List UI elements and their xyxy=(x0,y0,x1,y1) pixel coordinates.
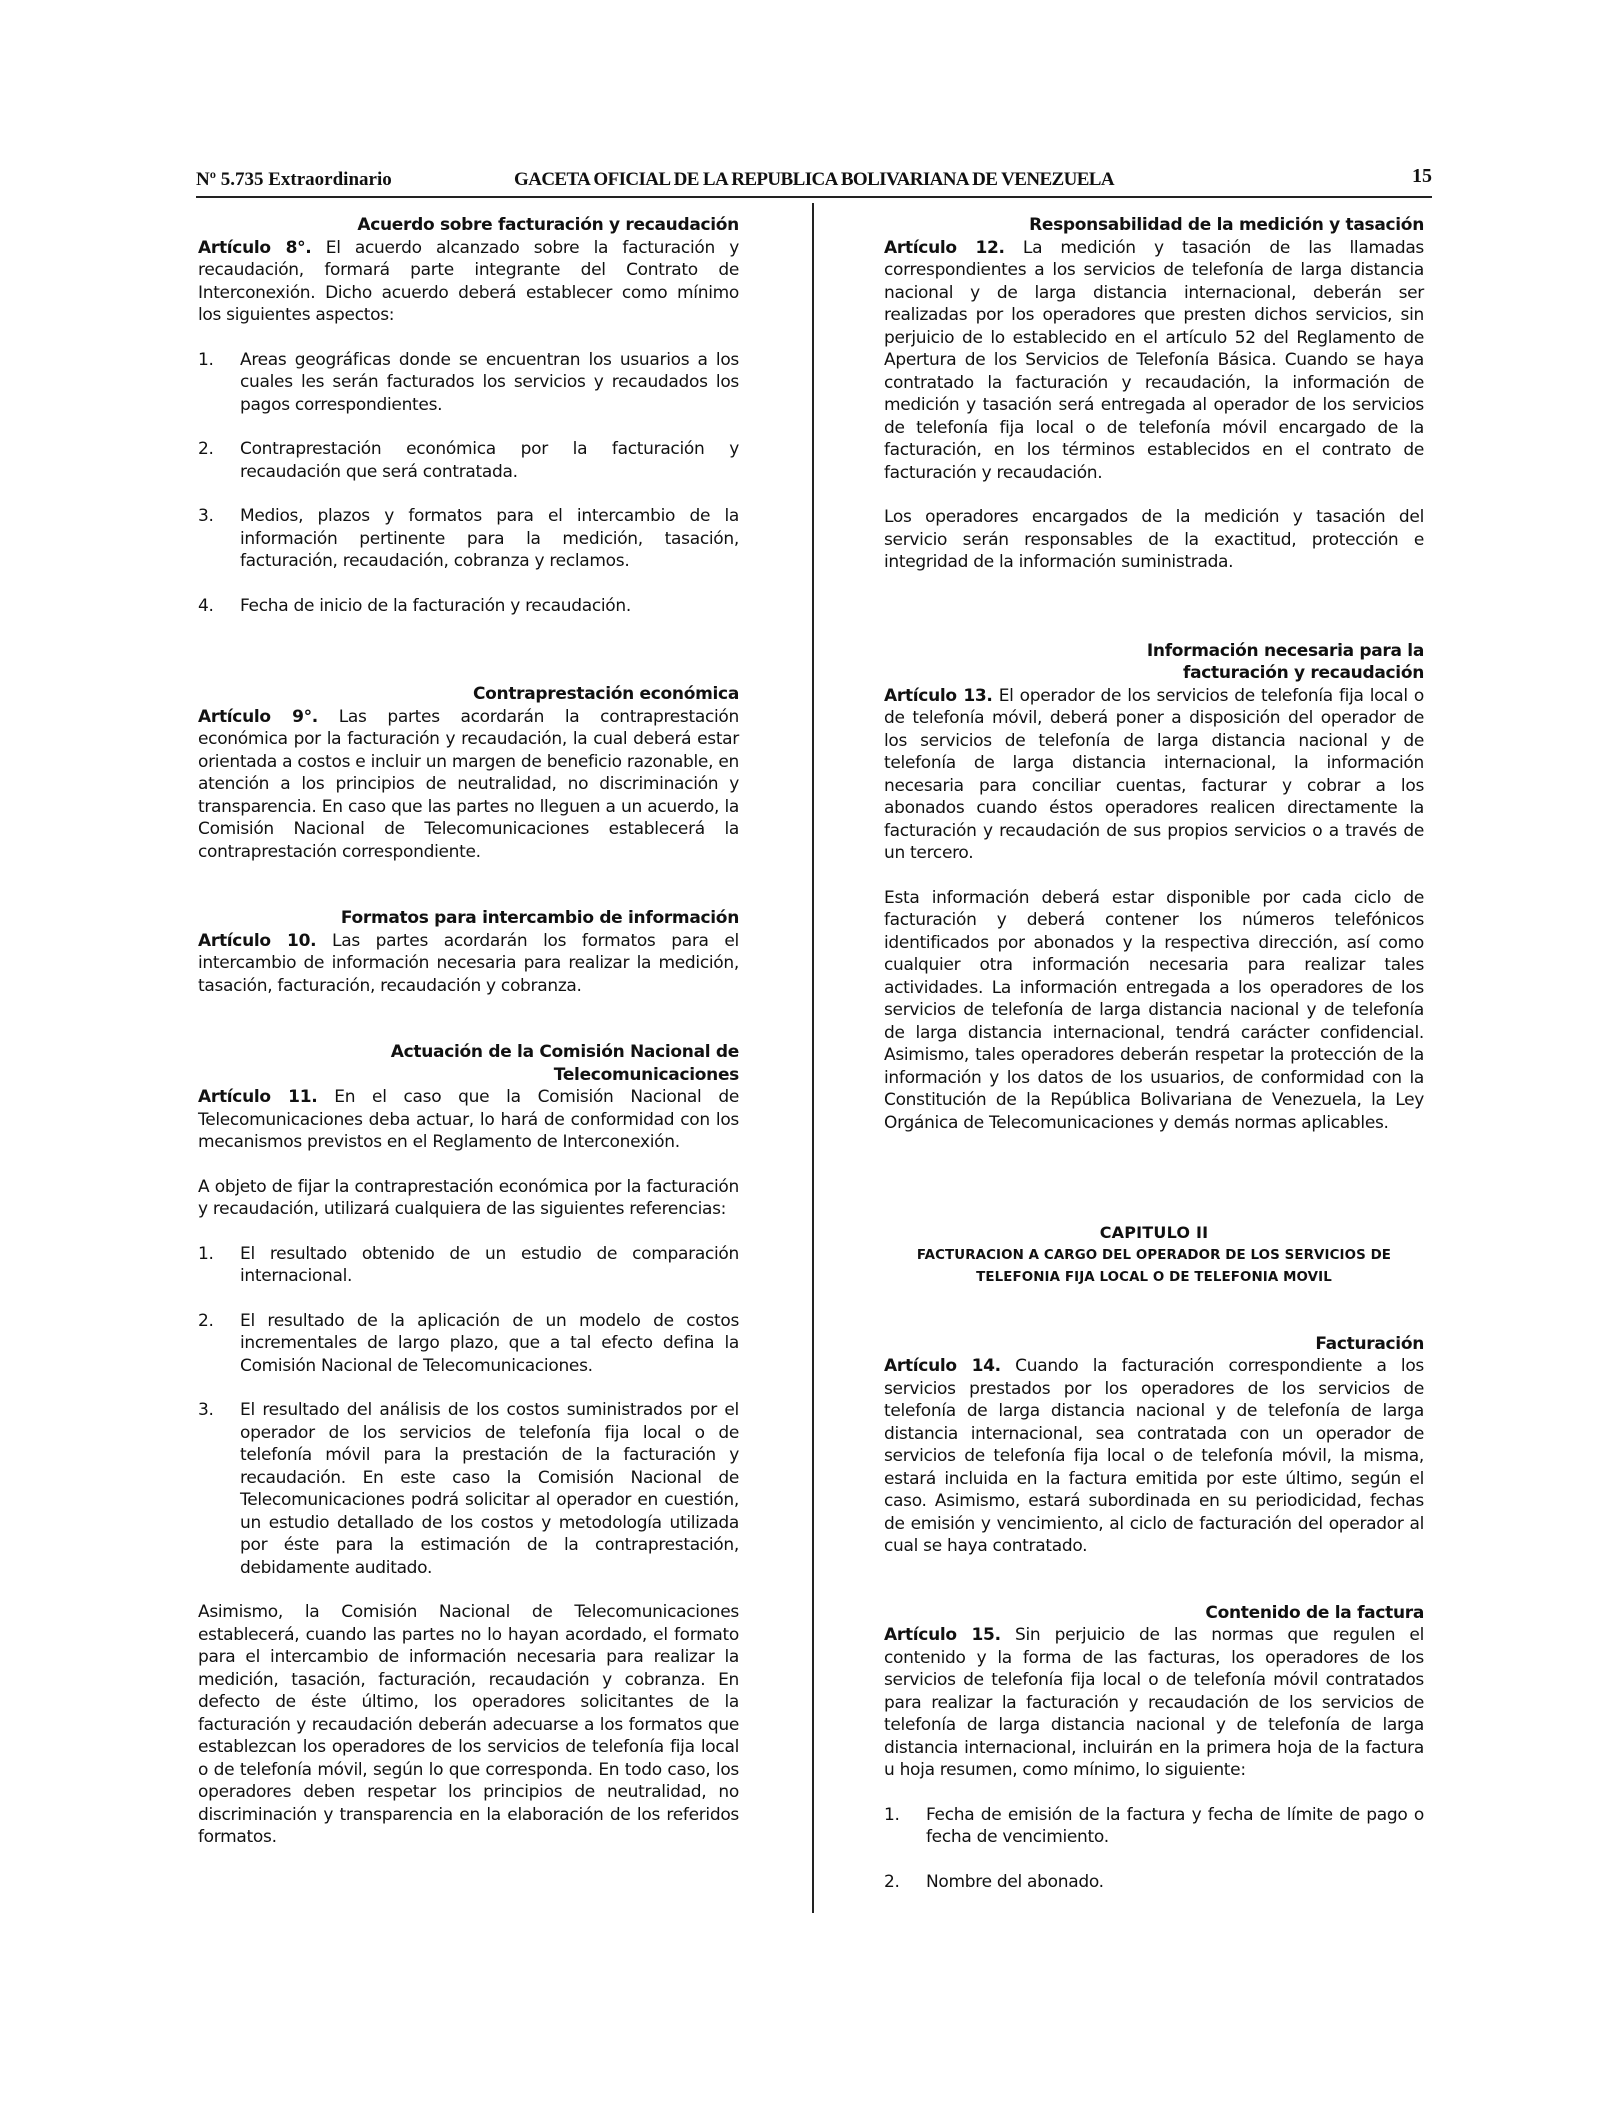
section-heading: Actuación de la Comisión Nacional de xyxy=(390,1042,739,1062)
article-text: El acuerdo alcanzado sobre la facturación y recaudación, formará parte integrante del Contrato de Interconexión. Dicho acuerdo deberá establecer como mínimo los siguientes aspectos: xyxy=(198,237,740,325)
section-heading: Acuerdo sobre facturación y recaudación xyxy=(357,215,739,235)
list-item: 2. Contraprestación económica por la facturación y recaudación que será contratada. xyxy=(198,439,739,482)
section-heading: facturación y recaudación xyxy=(1182,663,1424,683)
list-item: 3. El resultado del análisis de los costos suministrados por el operador de los servicios de telefonía fija local o de telefonía móvil para la prestación de la facturación y recaudación. En este caso la Comisión Nacional de Telecomunicaciones podrá solicitar al operador en cuestión, un estudio detallado de los costos y metodología utilizada por éste para la estimación de la contraprestación, debidamente auditado. xyxy=(198,1400,739,1578)
section-heading: Responsabilidad de la medición y tasación xyxy=(1029,215,1424,235)
chapter-title: CAPITULO II xyxy=(1099,1223,1209,1242)
article-15-list xyxy=(884,1804,1424,1894)
issue-number: Nº 5.735 Extraordinario xyxy=(196,169,392,190)
article-8 xyxy=(198,237,739,327)
article-label: Artículo 14. xyxy=(884,1356,1001,1376)
left-column xyxy=(198,214,739,1849)
article-text: El operador de los servicios de telefonía fija local o de telefonía móvil, deberá poner a disposición del operador de los servicios de telefonía de larga distancia nacional y de telefonía de larga distancia internacional, la información necesaria para conciliar cuentas, facturar y cobrar a los abonados cuando éstos operadores realicen directamente la facturación y recaudación de sus propios servicios o a través de un tercero. xyxy=(884,685,1424,863)
article-14 xyxy=(884,1355,1424,1558)
article-10 xyxy=(198,930,739,998)
article-text: Cuando la facturación correspondiente a los servicios prestados por los operadores de los servicios de telefonía de larga distancia nacional y de telefonía de larga distancia internacional, sea contratada con un operador de servicios de telefonía fija local o de telefonía móvil, la misma, estará incluida en la factura emitida por este último, según el caso. Asimismo, estará subordinada en su periodicidad, fechas de emisión y vencimiento, al ciclo de facturación del operador al cual se haya contratado. xyxy=(884,1356,1424,1556)
section-heading: Facturación xyxy=(1315,1333,1424,1354)
paragraph: Asimismo, la Comisión Nacional de Telecomunicaciones establecerá, cuando las partes no lo hayan acordado, el formato para el intercambio de información necesaria para realizar la medición, tasación, facturación, recaudación y cobranza. En defecto de éste último, los operadores solicitantes de la facturación y recaudación deberán adecuarse a los formatos que establezcan los operadores de los servicios de telefonía fija local o de telefonía móvil, según lo que corresponda. En todo caso, los operadores deben respetar los principios de neutralidad, no discriminación y transparencia en la elaboración de los referidos formatos. xyxy=(198,1602,739,1847)
right-column xyxy=(884,214,1424,1915)
article-label: Artículo 13. xyxy=(884,685,993,706)
header-rule xyxy=(196,196,1432,198)
list-item: 1. Fecha de emisión de la factura y fecha de límite de pago o fecha de vencimiento. xyxy=(884,1804,1424,1847)
list-item: 1. Areas geográficas donde se encuentran los usuarios a los cuales les serán facturados los servicios y recaudados los pagos correspondientes. xyxy=(198,349,739,415)
section-heading: Telecomunicaciones xyxy=(553,1064,739,1085)
chapter-subtitle: FACTURACION A CARGO DEL OPERADOR DE LOS SERVICIOS DE xyxy=(916,1247,1392,1263)
article-15 xyxy=(884,1624,1424,1782)
article-8-list xyxy=(198,349,739,618)
section-heading: Información necesaria para la xyxy=(1146,640,1424,661)
article-text: La medición y tasación de las llamadas correspondientes a los servicios de telefonía de larga distancia nacional y de larga distancia internacional, deberán ser realizadas por los operadores que presten dichos servicios, sin perjuicio de lo establecido en el artículo 52 del Reglamento de Apertura de los Servicios de Telefonía Básica. Cuando se haya contratado la facturación y recaudación, la información de medición y tasación será entregada al operador de los servicios de telefonía fija local o de telefonía móvil encargado de la facturación, en los términos establecidos en el contrato de facturación y recaudación. xyxy=(884,237,1424,483)
article-text: Las partes acordarán los formatos para el intercambio de información necesaria para realizar la medición, tasación, facturación, recaudación y cobranza. xyxy=(198,930,739,996)
paragraph: A objeto de fijar la contraprestación económica por la facturación y recaudación, utilizará cualquiera de las siguientes referencias: xyxy=(198,1176,739,1219)
section-heading: Contenido de la factura xyxy=(1205,1602,1424,1623)
list-item: 4. Fecha de inicio de la facturación y recaudación. xyxy=(198,595,631,616)
article-9 xyxy=(198,706,739,864)
article-label: Artículo 9°. xyxy=(198,706,318,727)
article-text: Sin perjuicio de las normas que regulen el contenido y la forma de las facturas, los operadores de los servicios de telefonía fija local o de telefonía móvil contratados para realizar la facturación y recaudación de los servicios de telefonía de larga distancia nacional y de telefonía de larga distancia internacional, incluirán en la primera hoja de la factura u hoja resumen, como mínimo, lo siguiente: xyxy=(884,1625,1424,1780)
gazette-title: GACETA OFICIAL DE LA REPUBLICA BOLIVARIANA DE VENEZUELA xyxy=(514,169,1114,190)
page-header xyxy=(196,165,1432,193)
article-text: Las partes acordarán la contraprestación económica por la facturación y recaudación, la cual deberá estar orientada a costos e incluir un margen de beneficio razonable, en atención a los principios de neutralidad, no discriminación y transparencia. En caso que las partes no lleguen a un acuerdo, la Comisión Nacional de Telecomunicaciones establecerá la contraprestación correspondiente. xyxy=(198,706,739,862)
article-text: En el caso que la Comisión Nacional de Telecomunicaciones deba actuar, lo hará de conformidad con los mecanismos previstos en el Reglamento de Interconexión. xyxy=(198,1087,739,1152)
list-item: 2. El resultado de la aplicación de un modelo de costos incrementales de largo plazo, que a tal efecto defina la Comisión Nacional de Telecomunicaciones. xyxy=(198,1310,739,1376)
section-heading: Contraprestación económica xyxy=(472,684,739,704)
article-11 xyxy=(198,1086,739,1154)
list-item: 1. El resultado obtenido de un estudio de comparación internacional. xyxy=(198,1243,739,1286)
article-label: Artículo 11. xyxy=(198,1087,318,1107)
list-item: 2. Nombre del abonado. xyxy=(884,1871,1104,1892)
article-label: Artículo 15. xyxy=(884,1625,1001,1645)
article-label: Artículo 10. xyxy=(198,930,317,951)
list-item: 3. Medios, plazos y formatos para el intercambio de la información pertinente para la medición, tasación, facturación, recaudación, cobranza y reclamos. xyxy=(198,506,739,571)
paragraph: Los operadores encargados de la medición y tasación del servicio serán responsables de la exactitud, protección e integridad de la información suministrada. xyxy=(884,507,1424,572)
article-12 xyxy=(884,237,1424,485)
section-heading: Formatos para intercambio de información xyxy=(340,908,739,928)
page-number: 15 xyxy=(1412,165,1432,187)
chapter-subtitle: TELEFONIA FIJA LOCAL O DE TELEFONIA MOVIL xyxy=(976,1269,1332,1285)
article-13 xyxy=(884,685,1424,865)
article-label: Artículo 12. xyxy=(884,237,1005,258)
article-11-list xyxy=(198,1243,739,1580)
article-label: Artículo 8°. xyxy=(198,237,312,258)
paragraph: Esta información deberá estar disponible por cada ciclo de facturación y deberá contener los números telefónicos identificados por abonados y la respectiva dirección, así como cualquier otra información necesaria para realizar tales actividades. La información entregada a los operadores de los servicios de telefonía de larga distancia nacional y de telefonía de larga distancia internacional, tendrá carácter confidencial. Asimismo, tales operadores deberán respetar la protección de la información y los datos de los usuarios, de conformidad con la Constitución de la República Bolivariana de Venezuela, la Ley Orgánica de Telecomunicaciones y demás normas aplicables. xyxy=(884,887,1424,1133)
column-divider xyxy=(812,203,814,1913)
